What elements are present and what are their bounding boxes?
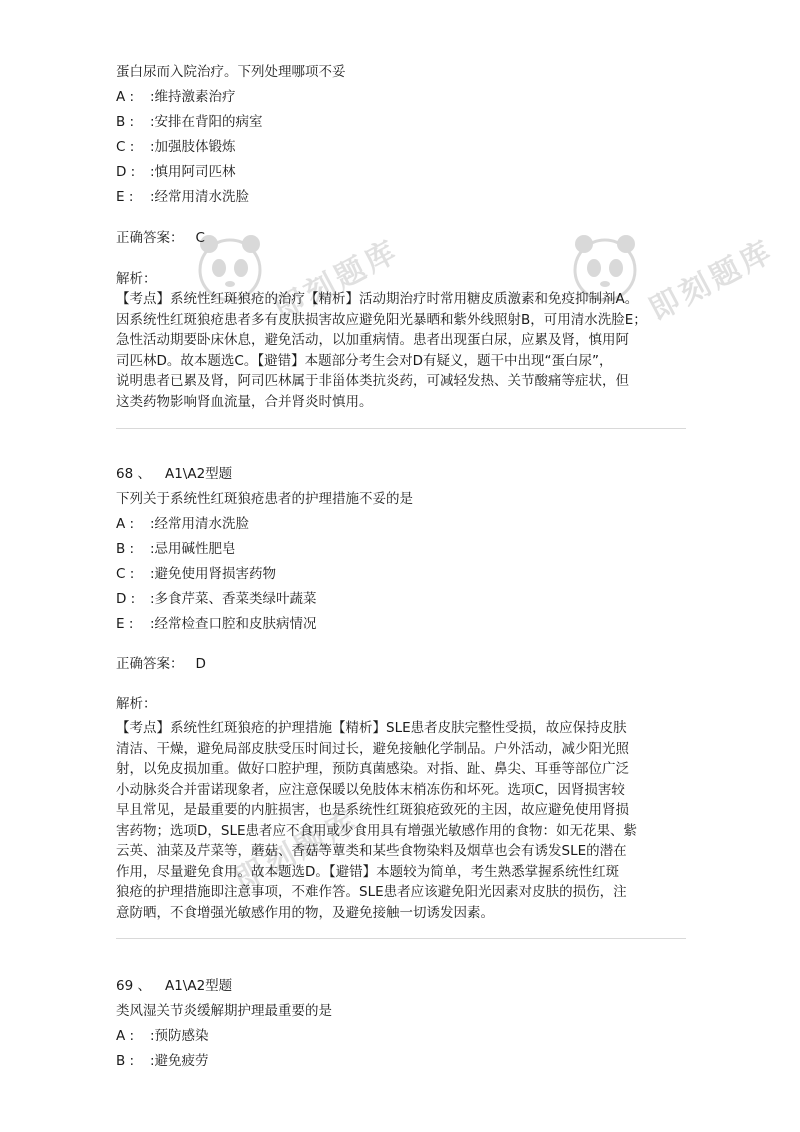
q68-option-b: B : :忌用碱性肥皂 xyxy=(116,541,236,557)
q69-header: 69 、 A1\A2型题 xyxy=(116,978,233,994)
q68-answer: 正确答案： D xyxy=(116,656,206,672)
q67-option-a: A : :维持激素治疗 xyxy=(116,89,236,105)
q69-option-b: B : :避免疲劳 xyxy=(116,1053,209,1069)
divider xyxy=(116,428,686,429)
q69-option-a: A : :预防感染 xyxy=(116,1028,209,1044)
q67-explain-label: 解析： xyxy=(116,271,157,287)
q68-explanation: 【考点】系统性红斑狼疮的护理措施【精析】SLE患者皮肤完整性受损，故应保持皮肤 清洁、干燥，避免局部皮肤受压时间过长，避免接触化学制品。户外活动，减少阳光照 射，以免皮损加重。做好口腔护理，预防真菌感染。对指、趾、鼻尖、耳垂等部位广泛 小动脉炎合并雷诺现象者，应注意保暖以免肢体末梢冻伤和坏死。选项C，因肾损害较 早且常见，是最重要的内脏损害，也是系统性红斑狼疮致死的主因，故应避免使用肾损 害药物；选项D，SLE患者应不食用或少食用具有增强光敏感作用的食物：如无花果、紫 云英、油菜及芹菜等，蘑菇、香菇等蕈类和某些食物染料及烟草也会有诱发SLE的潜在 作用，尽量避免食用。故本题选D。【避错】本题较为简单，考生熟悉掌握系统性红斑 狼疮的护理措施即注意事项，不难作答。SLE患者应该避免阳光因素对皮肤的损伤，注 意防晒，不食增强光敏感作用的物，及避免接触一切诱发因素。 xyxy=(116,720,638,921)
q67-answer: 正确答案： C xyxy=(116,230,205,246)
q68-explain-label: 解析： xyxy=(116,696,157,712)
q69-stem: 类风湿关节炎缓解期护理最重要的是 xyxy=(116,1003,332,1019)
q68-option-a: A : :经常用清水洗脸 xyxy=(116,516,250,532)
q67-option-e: E : :经常用清水洗脸 xyxy=(116,189,250,205)
q67-option-b: B : :安排在背阳的病室 xyxy=(116,114,263,130)
q67-explanation: 【考点】系统性红斑狼疮的治疗【精析】活动期治疗时常用糖皮质激素和免疫抑制剂A。 因系统性红斑狼疮患者多有皮肤损害故应避免阳光暴晒和紫外线照射B，可用清水洗脸E； 急性活动期要卧床休息，避免活动，以加重病情。患者出现蛋白尿，应累及肾，慎用阿 司匹林D。故本题选C。【避错】本题部分考生会对D有疑义，题干中出现“蛋白尿”， 说明患者已累及肾，阿司匹林属于非甾体类抗炎药，可减轻发热、关节酸痛等症状，但 这类药物影响肾血流量，合并肾炎时慎用。 xyxy=(116,291,647,410)
q68-stem: 下列关于系统性红斑狼疮患者的护理措施不妥的是 xyxy=(116,491,413,507)
q68-option-e: E : :经常检查口腔和皮肤病情况 xyxy=(116,616,317,632)
q67-option-c: C : :加强肢体锻炼 xyxy=(116,139,236,155)
document-page: 即刻题库 即刻题库 即刻题库 蛋白尿而入院治疗。下列处理哪项不妥 A : :维持激素治疗 B : :安排在背阳的病室 C : :加强肢体锻炼 D : :慎用阿司匹林 E : :经常用清水洗脸 正确答案： C 解析： 【考点】系统性红斑狼疮的治疗【精析】活动期治疗时常用糖皮质激素和免疫抑制剂A。 因系统性红斑狼疮患者多有皮肤损害故应避免阳光暴晒和紫外线照射B，可用清水洗脸E； 急性活动期要卧床休息，避免活动，以加重病情。患者出现蛋白尿，应累及肾，慎用阿 司匹林D。故本题选C。【避错】本题部分考生会对D有疑义，题干中出现“蛋白尿”， 说明患者已累及肾，阿司匹林属于非甾体类抗炎药，可减轻发热、关节酸痛等症状，但 这类药物影响肾血流量，合并肾炎时慎用。 68 、 A1\A2型题 下列关于系统性红斑狼疮患者的护理措施不妥的是 A : :经常用清水洗脸 B : :忌用碱性肥皂 C : :避免使用肾损害药物 D : :多食芹菜、香菜类绿叶蔬菜 E : :经常检查口腔和皮肤病情况 正确答案： D 解析： 【考点】系统性红斑狼疮的护理措施【精析】SLE患者皮肤完整性受损，故应保持皮肤 清洁、干燥，避免局部皮肤受压时间过长，避免接触化学制品。户外活动，减少阳光照 射，以免皮损加重。做好口腔护理，预防真菌感染。对指、趾、鼻尖、耳垂等部位广泛 小动脉炎合并雷诺现象者，应注意保暖以免肢体末梢冻伤和坏死。选项C，因肾损害较 早且常见，是最重要的内脏损害，也是系统性红斑狼疮致死的主因，故应避免使用肾损 害药物；选项D，SLE患者应不食用或少食用具有增强光敏感作用的食物：如无花果、紫 云英、油菜及芹菜等，蘑菇、香菇等蕈类和某些食物染料及烟草也会有诱发SLE的潜在 作用，尽量避免食用。故本题选D。【避错】本题较为简单，考生熟悉掌握系统性红斑 狼疮的护理措施即注意事项，不难作答。SLE患者应该避免阳光因素对皮肤的损伤，注 意防晒，不食增强光敏感作用的物，及避免接触一切诱发因素。 69 、 A1\A2型题 类风湿关节炎缓解期护理最重要的是 A : :预防感染 B : :避免疲劳 xyxy=(116,64,781,1069)
q68-option-c: C : :避免使用肾损害药物 xyxy=(116,566,277,582)
q67-option-d: D : :慎用阿司匹林 xyxy=(116,164,236,180)
q67-stem: 蛋白尿而入院治疗。下列处理哪项不妥 xyxy=(116,64,346,80)
q68-header: 68 、 A1\A2型题 xyxy=(116,466,233,482)
divider xyxy=(116,938,686,939)
q68-option-d: D : :多食芹菜、香菜类绿叶蔬菜 xyxy=(116,591,317,607)
